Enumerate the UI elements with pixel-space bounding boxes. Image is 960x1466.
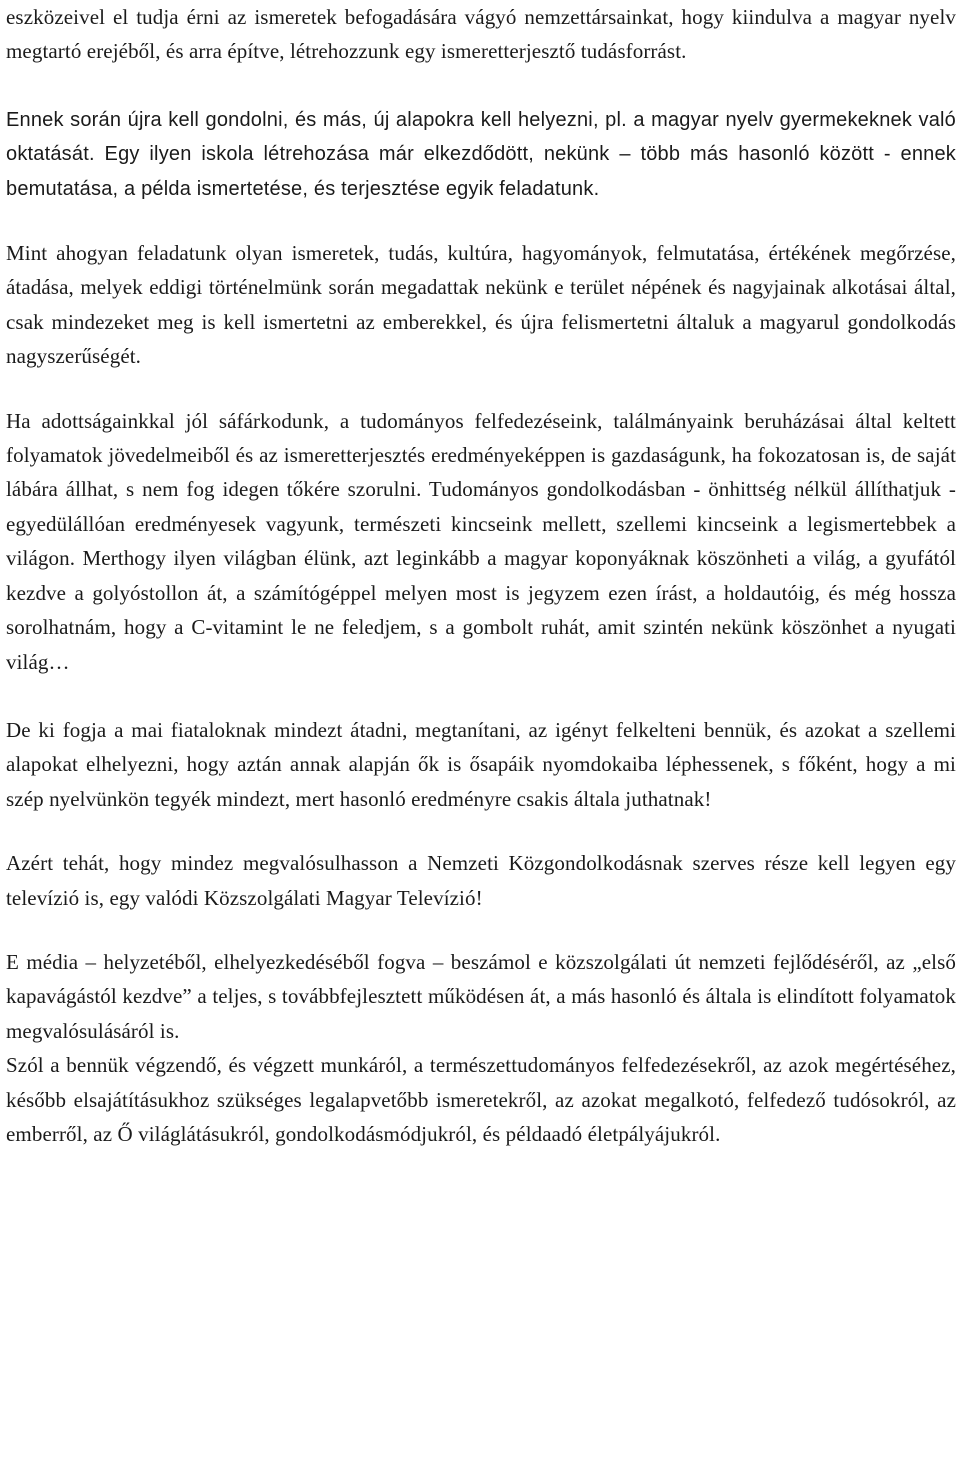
paragraph-culture: Mint ahogyan feladatunk olyan ismeretek, tudás, kultúra, hagyományok, felmutatása, értékének megőrzése, átadása, melyek eddigi történelmünk során megadattak nekünk e terület népének és nagyjainak alkotásai által, csak mindezeket meg is kell ismertetni az emberekkel, és újra felismertetni általuk a magyarul gondolkodás nagyszerűségét.	[6, 241, 956, 369]
paragraph-school: Ennek során újra kell gondolni, és más, új alapokra kell helyezni, pl. a magyar nyelv gyermekeknek való oktatását. Egy ilyen iskola létrehozása már elkezdődött, nekünk – több más hasonló között - ennek bemutatása, a példa ismertetése, és terjesztése egyik feladatunk.	[6, 108, 956, 200]
paragraph-gap	[6, 816, 956, 846]
paragraph-television: Azért tehát, hogy mindez megvalósulhasson a Nemzeti Közgondolkodásnak szerves része kell legyen egy televízió is, egy valódi Közszolgálati Magyar Televízió!	[6, 851, 956, 910]
paragraph-gap	[6, 374, 956, 404]
paragraph-gap	[6, 915, 956, 945]
paragraph-science: Szól a bennük végzendő, és végzett munkáról, a természettudományos felfedezésekről, az azok megértéséhez, később elsajátításukhoz szükséges legalapvetőbb ismeretekről, az azokat megalkotó, felfedező tudósokról, az emberről, az Ő világlátásukról, gondolkodásmódjukról, és példaadó életpályájukról.	[6, 1053, 956, 1146]
paragraph-gap	[6, 679, 956, 713]
paragraph-economy: Ha adottságainkkal jól sáfárkodunk, a tudományos felfedezéseink, találmányaink beruházásai által keltett folyamatok jövedelmeiből és az ismeretterjesztés eredményeképpen is gazdaságunk, ha fokozatosan is, de saját lábára állhat, s nem fog idegen tőkére szorulni. Tudományos gondolkodásban - önhittség nélkül állíthatjuk - egyedülállóan eredményesek vagyunk, természeti kincseink mellett, szellemi kincseink a legismertebbek a világon. Merthogy ilyen világban élünk, azt leginkább a magyar koponyáknak köszönheti a világ, a gyufától kezdve a golyóstollon át, a számítógéppel melyen most is jegyzem ezen írást, a holdautóig, és még hossza sorolhatnám, hogy a C-vitamint le ne feledjem, s a gombolt ruhát, amit szintén nekünk köszönhet a nyugati világ…	[6, 408, 956, 674]
paragraph-intro: eszközeivel el tudja érni az ismeretek befogadására vágyó nemzettársainkat, hogy kiindulva a magyar nyelv megtartó erejéből, és arra építve, létrehozzunk egy ismeretterjesztő tudásforrást.	[6, 5, 956, 64]
paragraph-gap	[6, 206, 956, 236]
paragraph-gap	[6, 69, 956, 103]
paragraph-youth: De ki fogja a mai fiataloknak mindezt átadni, megtanítani, az igényt felkelteni bennük, és azokat a szellemi alapokat elhelyezni, hogy aztán annak alapján ők is ősapáik nyomdokaiba léphessenek, s főként, hogy a mi szép nyelvünkön tegyék mindezt, mert hasonló eredményre csakis általa juthatnak!	[6, 717, 956, 811]
paragraph-media: E média – helyzetéből, elhelyezkedéséből fogva – beszámol e közszolgálati út nemzeti fejlődéséről, az „első kapavágástól kezdve” a teljes, s továbbfejlesztett működésen át, a más hasonló és általa is elindított folyamatok megvalósulásáról is.	[6, 949, 956, 1043]
